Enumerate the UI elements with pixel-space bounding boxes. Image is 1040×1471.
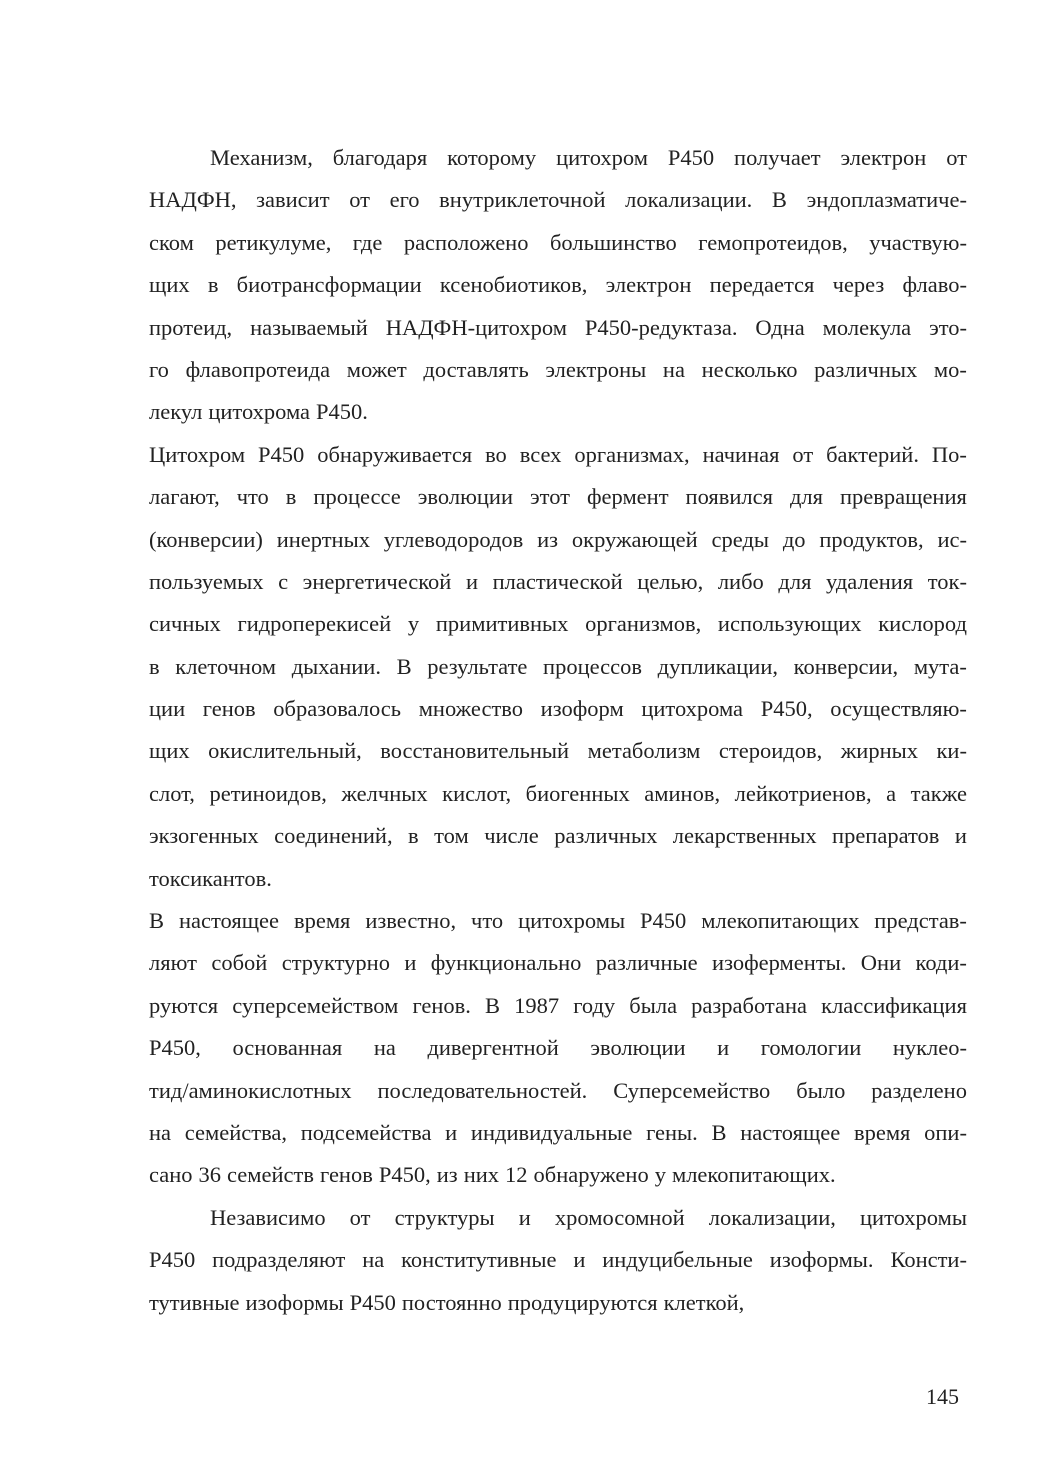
text-word: изоформы. bbox=[769, 1247, 874, 1273]
text-word: Цитохром bbox=[149, 441, 246, 467]
text-word: году bbox=[573, 992, 616, 1018]
text-word: настоящее bbox=[740, 1119, 841, 1145]
text-word: пластической bbox=[492, 568, 623, 594]
text-word: до bbox=[782, 526, 806, 552]
text-word: функционально bbox=[430, 950, 582, 976]
text-word: ток- bbox=[927, 568, 967, 594]
text-word: это- bbox=[929, 314, 967, 340]
text-word: мута- bbox=[913, 653, 967, 679]
text-word: ретикулуме, bbox=[215, 229, 332, 255]
text-word: Р450 bbox=[258, 441, 305, 467]
text-word: руются bbox=[149, 992, 219, 1018]
text-line bbox=[149, 942, 967, 984]
text-line bbox=[149, 900, 967, 942]
text-word: в bbox=[207, 272, 219, 298]
text-word: большинство bbox=[549, 229, 677, 255]
text-word: суперсемейством bbox=[232, 992, 399, 1018]
text-word: В bbox=[396, 653, 412, 679]
text-line bbox=[149, 985, 967, 1027]
text-line bbox=[149, 1282, 967, 1324]
text-word: цитохром bbox=[556, 145, 648, 170]
text-word: восстановительный bbox=[380, 738, 570, 764]
text-word: Они bbox=[860, 950, 902, 976]
text-word: сичных bbox=[149, 611, 221, 637]
text-word: изоформы bbox=[245, 1289, 344, 1315]
text-line bbox=[149, 349, 967, 391]
text-word: слот, bbox=[149, 780, 195, 806]
text-word: Суперсемейство bbox=[613, 1077, 771, 1103]
text-word: что bbox=[236, 484, 269, 510]
text-word: и bbox=[954, 823, 967, 849]
text-word: препаратов bbox=[832, 823, 940, 849]
text-word: и bbox=[717, 1035, 730, 1061]
text-word: В bbox=[711, 1119, 727, 1145]
text-word: обнаружено bbox=[533, 1162, 649, 1188]
text-word: от bbox=[946, 145, 967, 170]
text-word: структуры bbox=[394, 1204, 495, 1230]
text-word: кислород bbox=[878, 611, 967, 637]
text-word: Р450 bbox=[349, 1289, 396, 1315]
text-word: млекопитающих bbox=[701, 908, 860, 934]
text-word: его bbox=[389, 187, 420, 213]
text-word: Консти- bbox=[890, 1247, 967, 1273]
text-word: щих bbox=[149, 272, 190, 298]
text-word: зависит bbox=[256, 187, 330, 213]
text-word: токсикантов. bbox=[149, 865, 272, 891]
text-word: осуществляю- bbox=[830, 696, 967, 722]
text-word: инертных bbox=[276, 526, 370, 552]
text-word: среды bbox=[711, 526, 770, 552]
text-word: для bbox=[778, 568, 812, 594]
text-word: пользуемых bbox=[149, 568, 264, 594]
text-line bbox=[149, 603, 967, 645]
text-line bbox=[149, 688, 967, 730]
text-word: Р450, bbox=[760, 696, 813, 722]
text-line bbox=[149, 815, 967, 857]
text-word: расположено bbox=[403, 229, 529, 255]
text-word: на bbox=[149, 1119, 172, 1145]
text-word: ции bbox=[149, 696, 186, 722]
text-word: 36 bbox=[198, 1162, 222, 1188]
text-word: эволюции bbox=[417, 484, 514, 510]
text-word: дивергентной bbox=[427, 1035, 559, 1061]
text-line bbox=[149, 307, 967, 349]
text-line bbox=[149, 519, 967, 561]
text-line bbox=[149, 1197, 967, 1239]
text-word: аминов, bbox=[644, 780, 721, 806]
text-word: Р450, bbox=[149, 1035, 201, 1061]
text-word: В bbox=[485, 992, 501, 1018]
text-word: ретиноидов, bbox=[209, 780, 327, 806]
text-line bbox=[149, 1239, 967, 1281]
text-word: в bbox=[149, 653, 160, 679]
text-line bbox=[149, 858, 967, 900]
text-word: удаления bbox=[826, 568, 914, 594]
text-word: лейкотриенов, bbox=[734, 780, 872, 806]
text-word: в bbox=[408, 823, 419, 849]
text-word: том bbox=[434, 823, 469, 849]
text-word: от bbox=[349, 187, 370, 213]
text-word: экзогенных bbox=[149, 823, 259, 849]
text-word: цитохромы bbox=[518, 908, 626, 934]
text-word: углеводородов bbox=[383, 526, 524, 552]
text-line bbox=[149, 1112, 967, 1154]
text-word: Р450 bbox=[667, 145, 715, 170]
text-word: подразделяют bbox=[212, 1247, 346, 1273]
text-word: индивидуальные bbox=[470, 1119, 633, 1145]
text-word: флаво- bbox=[902, 272, 967, 298]
text-word: хромосомной bbox=[554, 1204, 685, 1230]
text-word: продуктов, bbox=[819, 526, 924, 552]
text-word: сано bbox=[149, 1162, 193, 1188]
text-word: а bbox=[886, 780, 897, 806]
text-word: была bbox=[629, 992, 678, 1018]
text-word: начиная bbox=[702, 441, 780, 467]
text-word: Механизм, bbox=[210, 145, 313, 170]
text-word: гомологии bbox=[760, 1035, 862, 1061]
text-word: передается bbox=[709, 272, 815, 298]
text-word: подсемейства bbox=[300, 1119, 432, 1145]
text-word: ксенобиотиков, bbox=[439, 272, 588, 298]
text-word: различные bbox=[595, 950, 698, 976]
text-word: нуклео- bbox=[892, 1035, 967, 1061]
text-word: электрон bbox=[605, 272, 692, 298]
text-word: последовательностей. bbox=[377, 1077, 588, 1103]
text-word: В bbox=[149, 908, 165, 934]
text-word: дупликации, bbox=[657, 653, 779, 679]
text-word: продуцируются bbox=[507, 1289, 658, 1315]
text-word: тид/аминокислотных bbox=[149, 1077, 352, 1103]
text-word: превращения bbox=[839, 484, 967, 510]
text-line bbox=[149, 1154, 967, 1196]
text-word: в bbox=[285, 484, 297, 510]
text-word: гидроперекисей bbox=[237, 611, 392, 637]
text-word: образовалось bbox=[273, 696, 402, 722]
text-word: множество bbox=[418, 696, 523, 722]
text-word: стероидов, bbox=[718, 738, 823, 764]
text-word: и bbox=[465, 568, 478, 594]
text-word: электрон bbox=[840, 145, 927, 170]
text-word: классификация bbox=[821, 992, 967, 1018]
text-word: индуцибельные bbox=[602, 1247, 753, 1273]
text-word: окружающей bbox=[571, 526, 698, 552]
text-line bbox=[149, 646, 967, 688]
text-word: генов bbox=[320, 1162, 373, 1188]
text-word: кислот, bbox=[442, 780, 512, 806]
text-word: также bbox=[910, 780, 967, 806]
text-word: цитохрома bbox=[208, 399, 311, 425]
text-word: либо bbox=[717, 568, 764, 594]
text-word: конститутивные bbox=[401, 1247, 557, 1273]
text-word: с bbox=[278, 568, 289, 594]
text-word: было bbox=[796, 1077, 846, 1103]
text-word: молекула bbox=[822, 314, 912, 340]
text-word: конверсии, bbox=[793, 653, 899, 679]
text-word: время bbox=[293, 908, 351, 934]
text-line bbox=[149, 179, 967, 221]
text-word: использующих bbox=[717, 611, 862, 637]
text-line bbox=[149, 137, 967, 179]
text-word: где bbox=[352, 229, 383, 255]
text-line bbox=[149, 1070, 967, 1112]
text-word: и bbox=[573, 1247, 586, 1273]
text-word: на bbox=[662, 356, 685, 382]
text-word: жирных bbox=[840, 738, 918, 764]
text-word: гены. bbox=[646, 1119, 698, 1145]
text-word: эволюции bbox=[590, 1035, 686, 1061]
text-word: участвую- bbox=[869, 229, 967, 255]
text-word: и bbox=[445, 1119, 458, 1145]
text-line bbox=[149, 391, 967, 433]
text-word: коди- bbox=[915, 950, 967, 976]
text-word: гемопротеидов, bbox=[698, 229, 848, 255]
text-word: энергетической bbox=[302, 568, 452, 594]
text-word: этот bbox=[530, 484, 570, 510]
text-word: электроны bbox=[545, 356, 647, 382]
text-word: генов bbox=[202, 696, 256, 722]
text-word: из bbox=[537, 526, 559, 552]
text-word: щих bbox=[149, 738, 190, 764]
text-word: различных bbox=[554, 823, 658, 849]
text-word: Р450, bbox=[378, 1162, 431, 1188]
text-word: эндоплазматиче- bbox=[806, 187, 967, 213]
text-word: них bbox=[463, 1162, 500, 1188]
text-word: клеткой, bbox=[663, 1289, 745, 1315]
text-word: Независимо bbox=[210, 1204, 326, 1230]
text-word: от bbox=[792, 441, 814, 467]
text-word: ки- bbox=[936, 738, 967, 764]
text-word: лагают, bbox=[149, 484, 220, 510]
text-word: го bbox=[149, 356, 169, 382]
text-word: из bbox=[436, 1162, 458, 1188]
text-word: Р450-редуктаза. bbox=[584, 314, 738, 340]
text-word: бактерий. bbox=[826, 441, 919, 467]
text-word: опи- bbox=[924, 1119, 967, 1145]
text-word: время bbox=[853, 1119, 911, 1145]
text-word: различных bbox=[814, 356, 918, 382]
text-word: на bbox=[362, 1247, 385, 1273]
text-word: лекарственных bbox=[672, 823, 817, 849]
text-word: организмах, bbox=[574, 441, 690, 467]
text-word: процессе bbox=[313, 484, 401, 510]
text-word: локализации, bbox=[708, 1204, 836, 1230]
text-word: Р450 bbox=[149, 1247, 196, 1273]
text-word: Р450. bbox=[316, 399, 368, 425]
text-word: результате bbox=[427, 653, 528, 679]
text-word: биотрансформации bbox=[236, 272, 422, 298]
text-word: НАДФН, bbox=[149, 187, 237, 213]
text-word: всех bbox=[519, 441, 562, 467]
text-word: (конверсии) bbox=[149, 526, 263, 552]
text-word: и bbox=[404, 950, 417, 976]
text-word: может bbox=[346, 356, 407, 382]
text-word: постоянно bbox=[401, 1289, 502, 1315]
text-line bbox=[149, 222, 967, 264]
text-word: ляют bbox=[149, 950, 197, 976]
text-word: организмов, bbox=[585, 611, 702, 637]
text-word: мо- bbox=[933, 356, 967, 382]
text-word: представ- bbox=[874, 908, 967, 934]
text-word: локализации. bbox=[625, 187, 753, 213]
text-word: соединений, bbox=[274, 823, 393, 849]
text-word: доставлять bbox=[423, 356, 529, 382]
text-word: на bbox=[373, 1035, 396, 1061]
text-word: биогенных bbox=[525, 780, 630, 806]
text-word: млекопитающих. bbox=[671, 1162, 836, 1188]
text-word: структурно bbox=[281, 950, 390, 976]
text-word: от bbox=[349, 1204, 371, 1230]
text-word: для bbox=[789, 484, 823, 510]
text-word: цитохромы bbox=[859, 1204, 967, 1230]
text-word: изоформ bbox=[540, 696, 624, 722]
text-word: изоферменты. bbox=[712, 950, 847, 976]
text-word: известно, bbox=[365, 908, 457, 934]
text-word: окислительный, bbox=[208, 738, 362, 764]
text-word: По- bbox=[931, 441, 967, 467]
text-line bbox=[149, 730, 967, 772]
text-word: благодаря bbox=[332, 145, 428, 170]
text-word: В bbox=[771, 187, 787, 213]
text-word: процессов bbox=[543, 653, 643, 679]
text-word: клеточном bbox=[175, 653, 277, 679]
text-word: желчных bbox=[341, 780, 428, 806]
text-word: через bbox=[832, 272, 885, 298]
text-word: протеид, bbox=[149, 314, 233, 340]
text-word: числе bbox=[484, 823, 539, 849]
text-line bbox=[149, 476, 967, 518]
text-word: семейств bbox=[227, 1162, 315, 1188]
text-word: тутивные bbox=[149, 1289, 240, 1315]
text-word: семейства, bbox=[184, 1119, 288, 1145]
text-line bbox=[149, 264, 967, 306]
text-word: флавопротеида bbox=[185, 356, 331, 382]
text-word: Одна bbox=[755, 314, 805, 340]
text-word: целью, bbox=[637, 568, 704, 594]
text-word: дыхании. bbox=[291, 653, 381, 679]
text-word: разделено bbox=[871, 1077, 967, 1103]
text-word: которому bbox=[447, 145, 537, 170]
text-word: появился bbox=[685, 484, 773, 510]
text-word: ском bbox=[149, 229, 194, 255]
text-word: ис- bbox=[937, 526, 967, 552]
text-word: внутриклеточной bbox=[439, 187, 606, 213]
text-word: получает bbox=[734, 145, 821, 170]
text-word: генов. bbox=[412, 992, 471, 1018]
text-word: во bbox=[485, 441, 507, 467]
text-word: обнаруживается bbox=[317, 441, 473, 467]
text-line bbox=[149, 561, 967, 603]
text-word: называемый bbox=[250, 314, 368, 340]
text-line bbox=[149, 434, 967, 476]
text-line bbox=[149, 773, 967, 815]
text-word: примитивных bbox=[435, 611, 569, 637]
text-word: у bbox=[654, 1162, 666, 1188]
text-word: собой bbox=[211, 950, 268, 976]
body-text bbox=[149, 137, 967, 1324]
text-word: разработана bbox=[691, 992, 808, 1018]
text-word: несколько bbox=[701, 356, 798, 382]
text-word: цитохрома bbox=[641, 696, 744, 722]
text-word: и bbox=[518, 1204, 531, 1230]
text-word: метаболизм bbox=[587, 738, 701, 764]
text-word: фермент bbox=[586, 484, 669, 510]
text-word: настоящее bbox=[178, 908, 279, 934]
page-number: 145 bbox=[926, 1384, 959, 1409]
text-word: у bbox=[407, 611, 420, 637]
text-word: 12 bbox=[505, 1162, 528, 1188]
text-word: Р450 bbox=[640, 908, 687, 934]
text-word: НАДФН-цитохром bbox=[385, 314, 567, 340]
text-word: 1987 bbox=[514, 992, 560, 1018]
text-word: что bbox=[471, 908, 504, 934]
text-word: основанная bbox=[232, 1035, 343, 1061]
text-line bbox=[149, 1027, 967, 1069]
text-word: лекул bbox=[149, 399, 203, 425]
